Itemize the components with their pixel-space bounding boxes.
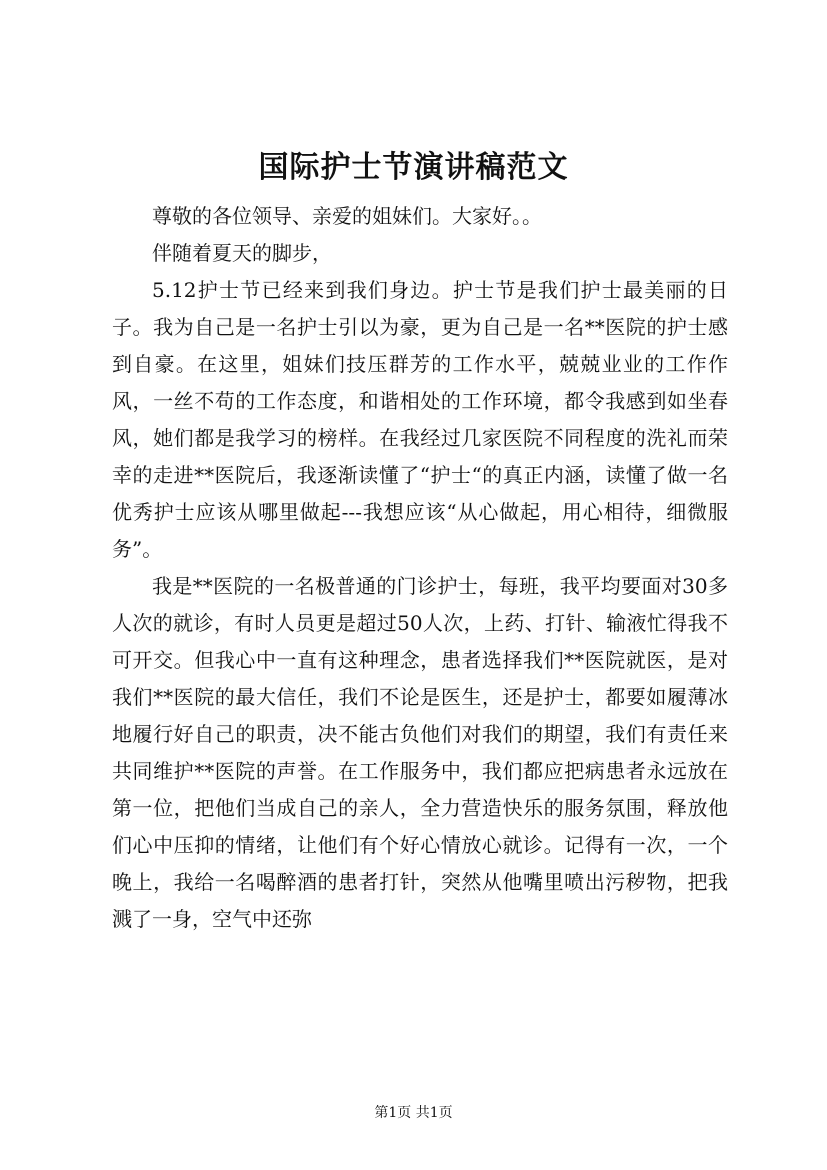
paragraph-opening: 伴随着夏天的脚步， bbox=[152, 241, 332, 265]
page-footer: 第1页 共1页 bbox=[374, 1105, 453, 1121]
document-body bbox=[112, 198, 728, 938]
paragraph-nurses-day: 5.12护士节已经来到我们身边。护士节是我们护士最美丽的日子。我为自己是一名护士引以为豪，更为自己是一名**医院的护士感到自豪。在这里，姐妹们技压群芳的工作水平，兢兢业业的工作作风，一丝不苟的工作态度，和谐相处的工作环境，都令我感到如坐春风，她们都是我学习的榜样。在我经过几家医院不同程度的洗礼而荣幸的走进**医院后，我逐渐读懂了“护士“的真正内涵，读懂了做一名优秀护士应该从哪里做起---我想应该“从心做起，用心相待，细微服务”。 bbox=[112, 278, 728, 561]
paragraph-outpatient-nurse: 我是**医院的一名极普通的门诊护士，每班，我平均要面对30多人次的就诊，有时人员更是超过50人次，上药、打针、输液忙得我不可开交。但我心中一直有这种理念，患者选择我们**医院就医，是对我们**医院的最大信任，我们不论是医生，还是护士，都要如履薄冰地履行好自己的职责，决不能古负他们对我们的期望，我们有责任来共同维护**医院的声誉。在工作服务中，我们都应把病患者永远放在第一位，把他们当成自己的亲人，全力营造快乐的服务氛围，释放他们心中压抑的情绪，让他们有个好心情放心就诊。记得有一次，一个晚上，我给一名喝醉酒的患者打针，突然从他嘴里喷出污秽物，把我溅了一身，空气中还弥 bbox=[112, 574, 728, 931]
paragraph-greeting: 尊敬的各位领导、亲爱的姐妹们。大家好。。 bbox=[152, 204, 542, 228]
document-title: 国际护士节演讲稿范文 bbox=[258, 150, 569, 185]
